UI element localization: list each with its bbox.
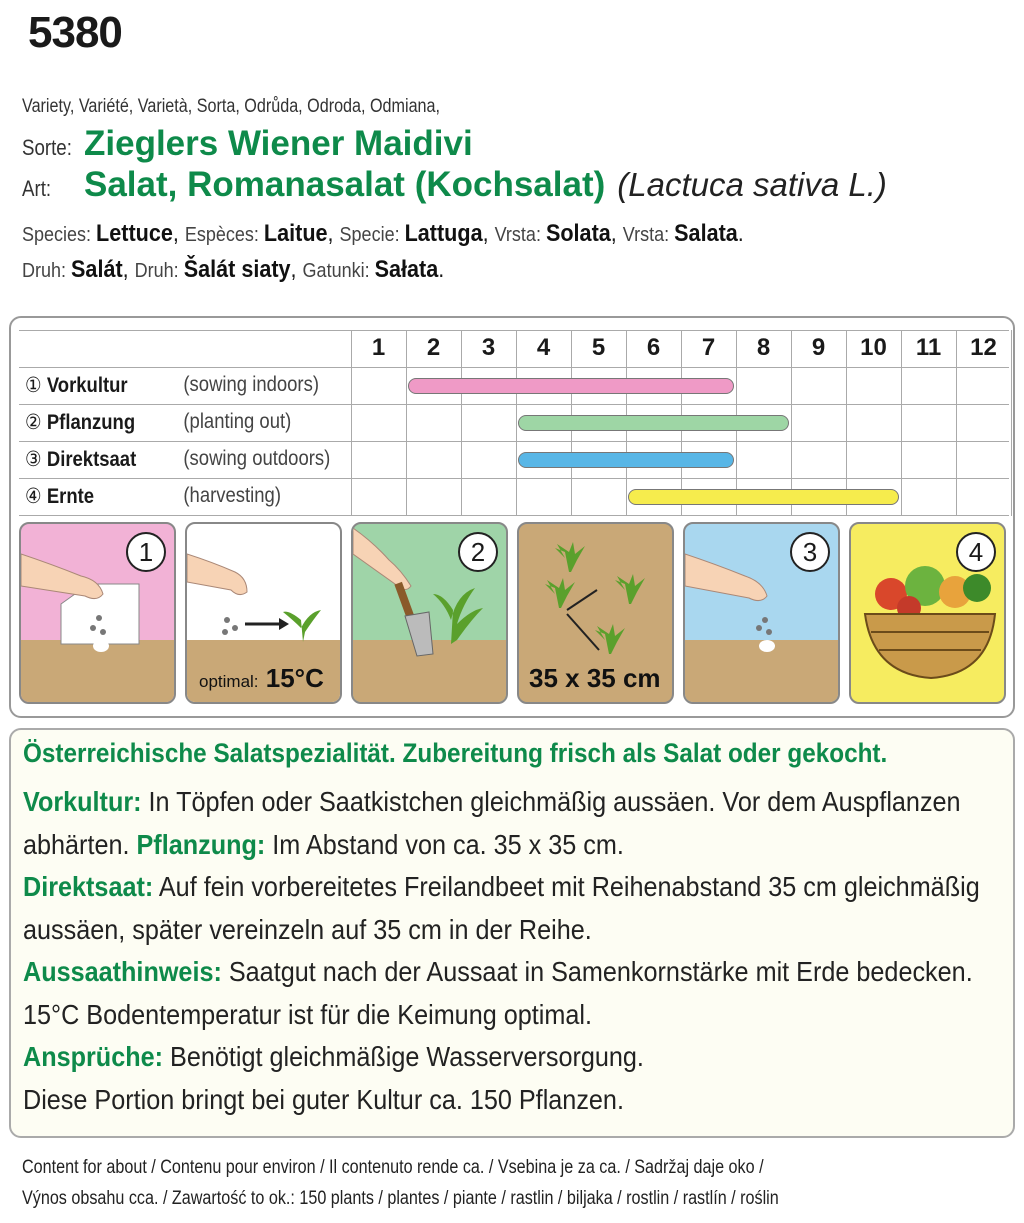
calendar-row-label xyxy=(25,410,292,435)
calendar-bar xyxy=(408,378,734,394)
species-value: Sałata xyxy=(374,256,439,283)
species-value: Lettuce xyxy=(96,220,173,247)
aussaat-label: Aussaathinweis: xyxy=(23,956,222,987)
step-name-de: Direktsaat xyxy=(46,448,137,471)
latin-name: (Lactuca sativa L.) xyxy=(617,166,887,203)
species-label: Druh: xyxy=(134,260,184,282)
footer-line-1: Content for about / Contenu pour environ / Il contenuto rende ca. / Vsebina je za ca. / Sadržaj daje oko / xyxy=(22,1157,764,1178)
portion-text: Diese Portion bringt bei guter Kultur ca. 150 Pflanzen. xyxy=(23,1083,624,1115)
species-value: Salata xyxy=(674,220,738,247)
ansprueche-text: Benötigt gleichmäßige Wasserversorgung. xyxy=(170,1041,644,1072)
art-value: Salat, Romanasalat (Kochsalat) xyxy=(84,165,606,204)
month-label: 3 xyxy=(481,334,496,361)
art-label: Art: xyxy=(22,176,52,201)
calendar-bar xyxy=(518,415,789,431)
ansprueche-label: Ansprüche: xyxy=(23,1041,164,1072)
grid-line xyxy=(19,478,1009,479)
month-label: 10 xyxy=(860,334,887,361)
species-label: Vrsta: xyxy=(494,224,546,246)
sowing-calendar xyxy=(9,316,1015,718)
species-row-1: Species: Lettuce, Espèces: Laitue, Specie: Lattuga, Vrsta: Solata, Vrsta: Salata. xyxy=(22,220,744,247)
species-value: Laitue xyxy=(263,220,328,247)
sorte-label: Sorte: xyxy=(22,135,72,160)
product-code: 5380 xyxy=(28,8,122,57)
month-label: 5 xyxy=(591,334,606,361)
calendar-row-label xyxy=(25,484,281,509)
grid-line xyxy=(19,515,1009,516)
month-label: 8 xyxy=(756,334,771,361)
calendar-row-label xyxy=(25,447,331,472)
calendar-row-label xyxy=(25,373,319,398)
panel-germination xyxy=(185,522,342,704)
step-badge-1: 1 xyxy=(126,532,166,572)
step-name-en: (sowing indoors) xyxy=(183,373,319,396)
step-name-en: (harvesting) xyxy=(183,484,281,507)
step-badge-4: 4 xyxy=(956,532,996,572)
grid-line xyxy=(1011,330,1012,516)
month-label: 4 xyxy=(536,334,551,361)
step-number: ③ xyxy=(25,448,42,471)
calendar-bar xyxy=(628,489,899,505)
month-label: 2 xyxy=(426,334,441,361)
pflanzung-text: Im Abstand von ca. 35 x 35 cm. xyxy=(272,828,624,860)
pflanzung-label: Pflanzung: xyxy=(136,828,266,860)
panel-sowing-outdoors xyxy=(683,522,840,704)
species-value: Salát xyxy=(71,256,123,283)
species-label: Espèces: xyxy=(184,224,264,246)
optimal-prefix: optimal: xyxy=(199,672,259,691)
direktsaat-label: Direktsaat: xyxy=(23,871,154,902)
step-number: ① xyxy=(25,374,42,397)
step-name-de: Ernte xyxy=(46,485,95,508)
month-label: 1 xyxy=(371,334,386,361)
step-name-en: (planting out) xyxy=(183,410,292,433)
month-label: 12 xyxy=(970,334,997,361)
grid-line xyxy=(19,441,1009,442)
panel-sowing-indoors xyxy=(19,522,176,704)
calendar-grid xyxy=(19,330,1009,516)
art-row xyxy=(22,165,887,205)
month-label: 9 xyxy=(811,334,826,361)
panel-planting-out xyxy=(351,522,508,704)
grid-line xyxy=(19,330,1009,331)
description-box xyxy=(9,728,1015,1138)
species-label: Specie: xyxy=(339,224,405,246)
species-value: Šalát siaty xyxy=(183,256,291,283)
step-number: ② xyxy=(25,411,42,434)
instruction-panels xyxy=(19,522,1009,708)
species-label: Vrsta: xyxy=(622,224,675,246)
species-label: Species: xyxy=(22,224,97,246)
step-name-de: Vorkultur xyxy=(46,374,128,397)
species-label: Gatunki: xyxy=(302,260,375,282)
content-footer xyxy=(22,1152,779,1214)
cultivation-instructions xyxy=(23,781,1013,1121)
panel-harvesting xyxy=(849,522,1006,704)
optimal-temp-value: 15°C xyxy=(265,663,324,693)
month-label: 6 xyxy=(646,334,661,361)
variety-labels: Variety, Variété, Varietà, Sorta, Odrůda, Odroda, Odmiana, xyxy=(22,96,441,117)
description-headline: Österreichische Salatspezialität. Zubereitung frisch als Salat oder gekocht. xyxy=(23,738,888,768)
calendar-bar xyxy=(518,452,734,468)
step-badge-3: 3 xyxy=(790,532,830,572)
month-label: 11 xyxy=(915,334,942,361)
grid-line xyxy=(19,367,1009,368)
sorte-row xyxy=(22,124,473,164)
species-label: Druh: xyxy=(22,260,72,282)
vorkultur-label: Vorkultur: xyxy=(23,786,142,817)
direktsaat-text: Auf fein vorbereitetes Freilandbeet mit Reihenabstand 35 cm gleichmäßig aussäen, später vereinzeln auf 35 cm in der Reihe. xyxy=(23,871,980,945)
month-label: 7 xyxy=(701,334,716,361)
optimal-temp-label xyxy=(199,663,324,694)
step-number: ④ xyxy=(25,485,42,508)
species-value: Lattuga xyxy=(404,220,483,247)
step-badge-2: 2 xyxy=(458,532,498,572)
grid-line xyxy=(19,404,1009,405)
footer-line-2: Výnos obsahu cca. / Zawartość to ok.: 150 plants / plantes / piante / rastlin / biljaka / rostlin / rastlín / roślin xyxy=(22,1188,779,1209)
spacing-label: 35 x 35 cm xyxy=(529,663,661,693)
species-value: Solata xyxy=(545,220,611,247)
aussaat-text: Saatgut nach der Aussaat in Samenkornstärke mit Erde bedecken. 15°C Bodentemperatur ist für die Keimung optimal. xyxy=(23,956,973,1030)
sorte-value: Zieglers Wiener Maidivi xyxy=(84,124,473,163)
vorkultur-text: In Töpfen oder Saatkistchen gleichmäßig aussäen. Vor dem Auspflanzen abhärten. xyxy=(23,786,961,860)
step-name-de: Pflanzung xyxy=(46,411,136,434)
species-row-2: Druh: Salát, Druh: Šalát siaty, Gatunki: Sałata. xyxy=(22,256,445,283)
panel-spacing xyxy=(517,522,674,704)
step-name-en: (sowing outdoors) xyxy=(183,447,331,470)
